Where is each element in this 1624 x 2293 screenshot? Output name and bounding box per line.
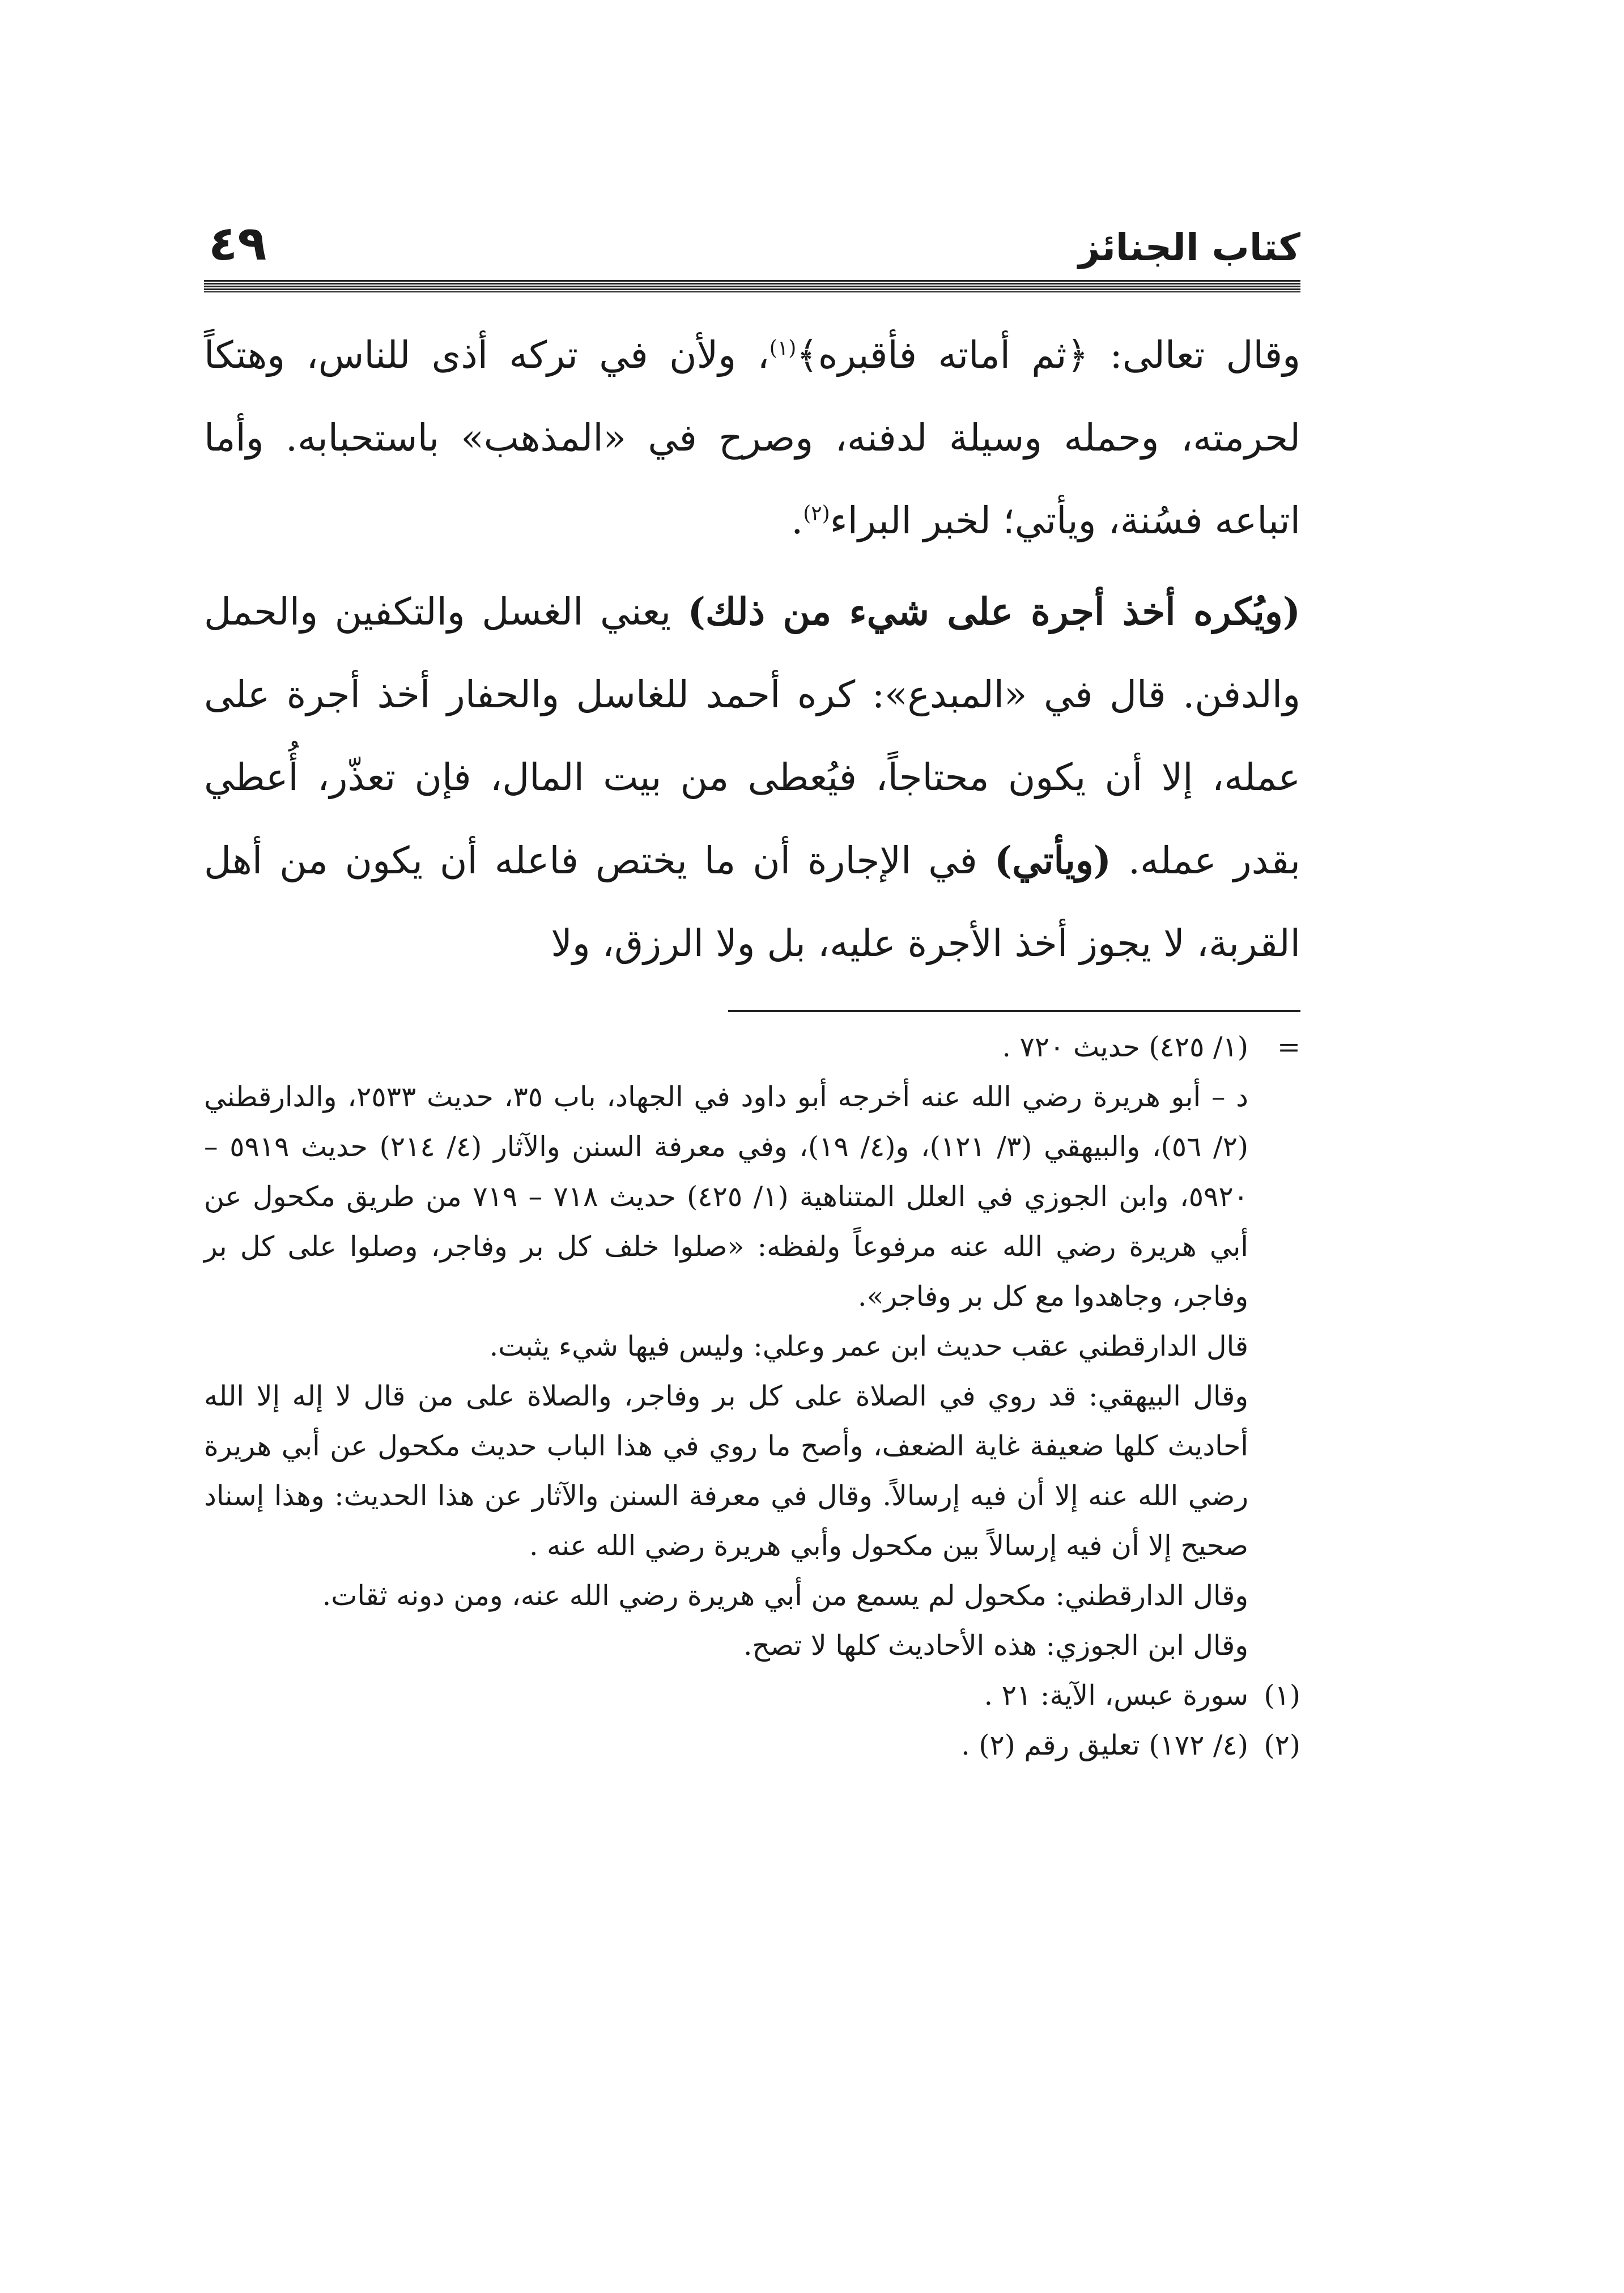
footnote-2	[204, 1721, 1300, 1770]
footnote-2-marker: (٢)	[1264, 1729, 1300, 1761]
header-rule	[204, 280, 1300, 292]
footnote-1-text: سورة عبس، الآية: ٢١ .	[984, 1679, 1248, 1712]
footnote-ibn-jawzi: وقال ابن الجوزي: هذه الأحاديث كلها لا تصح.	[743, 1629, 1248, 1662]
continuation-marker: =	[1277, 1031, 1300, 1063]
main-paragraph-1	[204, 314, 1300, 562]
footnote-1	[204, 1671, 1300, 1721]
p2-text-a: يعني الغسل والتكفين والحمل والدفن. قال في «المبدع»: كره أحمد للغاسل والحفار أخذ أجرة على عمله، إلا أن يكون محتاجاً، فيُعطى من بيت المال، فإن تعذّر، أُعطي بقدر عمله.	[204, 590, 1301, 882]
p2-bold-a: (ويُكره أخذ أجرة على شيء من ذلك)	[687, 589, 1300, 634]
footnote-daraqutni-2: وقال الدارقطني: مكحول لم يسمع من أبي هريرة رضي الله عنه، ومن دونه ثقات.	[322, 1579, 1248, 1612]
page-header	[204, 215, 1300, 278]
p1-text-b: ، ولأن في تركه أذى للناس، وهتكاً لحرمته، وحمله وسيلة لدفنه، وصرح في «المذهب» باستحبابه. وأما اتباعه فسُنة، ويأتي؛ لخبر البراء	[204, 333, 1300, 542]
footnote-2-text: (٤/ ١٧٢) تعليق رقم (٢) .	[961, 1729, 1248, 1761]
p1-text-a: وقال تعالى: ﴿ثم أماته فأقبره﴾	[796, 333, 1301, 377]
main-paragraph-2	[204, 570, 1300, 985]
p1-text-c: .	[791, 499, 804, 542]
footnote-1-marker: (١)	[1264, 1679, 1300, 1712]
continuation-line: (١/ ٤٢٥) حديث ٧٢٠ .	[1002, 1031, 1248, 1063]
p2-text-b: في الإجارة أن ما يختص فاعله أن يكون من أهل القربة، لا يجوز أخذ الأجرة عليه، بل ولا الرزق، ولا	[204, 839, 1300, 965]
footnote-separator	[728, 1010, 1300, 1012]
page-number: ٤٩	[209, 215, 267, 271]
running-title: كتاب الجنائز	[1078, 226, 1300, 269]
footnote-ref-2: (٢)	[803, 502, 830, 525]
main-text	[204, 314, 1300, 985]
footnote-ref-1: (١)	[769, 337, 797, 360]
footnote-bayhaqi: وقال البيهقي: قد روي في الصلاة على كل بر وفاجر، والصلاة على من قال لا إله إلا الله أحاديث كلها ضعيفة غاية الضعف، وأصح ما روي في هذا الباب حديث مكحول عن أبي هريرة رضي الله عنه إلا أن فيه إرسالاً. وقال في معرفة السنن والآثار عن هذا الحديث: وهذا إسناد صحيح إلا أن فيه إرسالاً بين مكحول وأبي هريرة رضي الله عنه .	[204, 1380, 1249, 1562]
p2-bold-b: (ويأتي)	[994, 838, 1112, 882]
footnote-continuation	[204, 1022, 1300, 1072]
book-page	[204, 215, 1300, 1770]
footnotes	[204, 1022, 1300, 1770]
footnote-para-d: د – أبو هريرة رضي الله عنه أخرجه أبو داود في الجهاد، باب ٣٥، حديث ٢٥٣٣، والدارقطني (٢/ ٥٦)، والبيهقي (٣/ ١٢١)، و(٤/ ١٩)، وفي معرفة السنن والآثار (٤/ ٢١٤) حديث ٥٩١٩ – ٥٩٢٠، وابن الجوزي في العلل المتناهية (١/ ٤٢٥) حديث ٧١٨ – ٧١٩ من طريق مكحول عن أبي هريرة رضي الله عنه مرفوعاً ولفظه: «صلوا خلف كل بر وفاجر، وصلوا على كل بر وفاجر، وجاهدوا مع كل بر وفاجر».	[204, 1081, 1249, 1313]
footnote-daraqutni-1: قال الدارقطني عقب حديث ابن عمر وعلي: وليس فيها شيء يثبت.	[489, 1330, 1248, 1362]
